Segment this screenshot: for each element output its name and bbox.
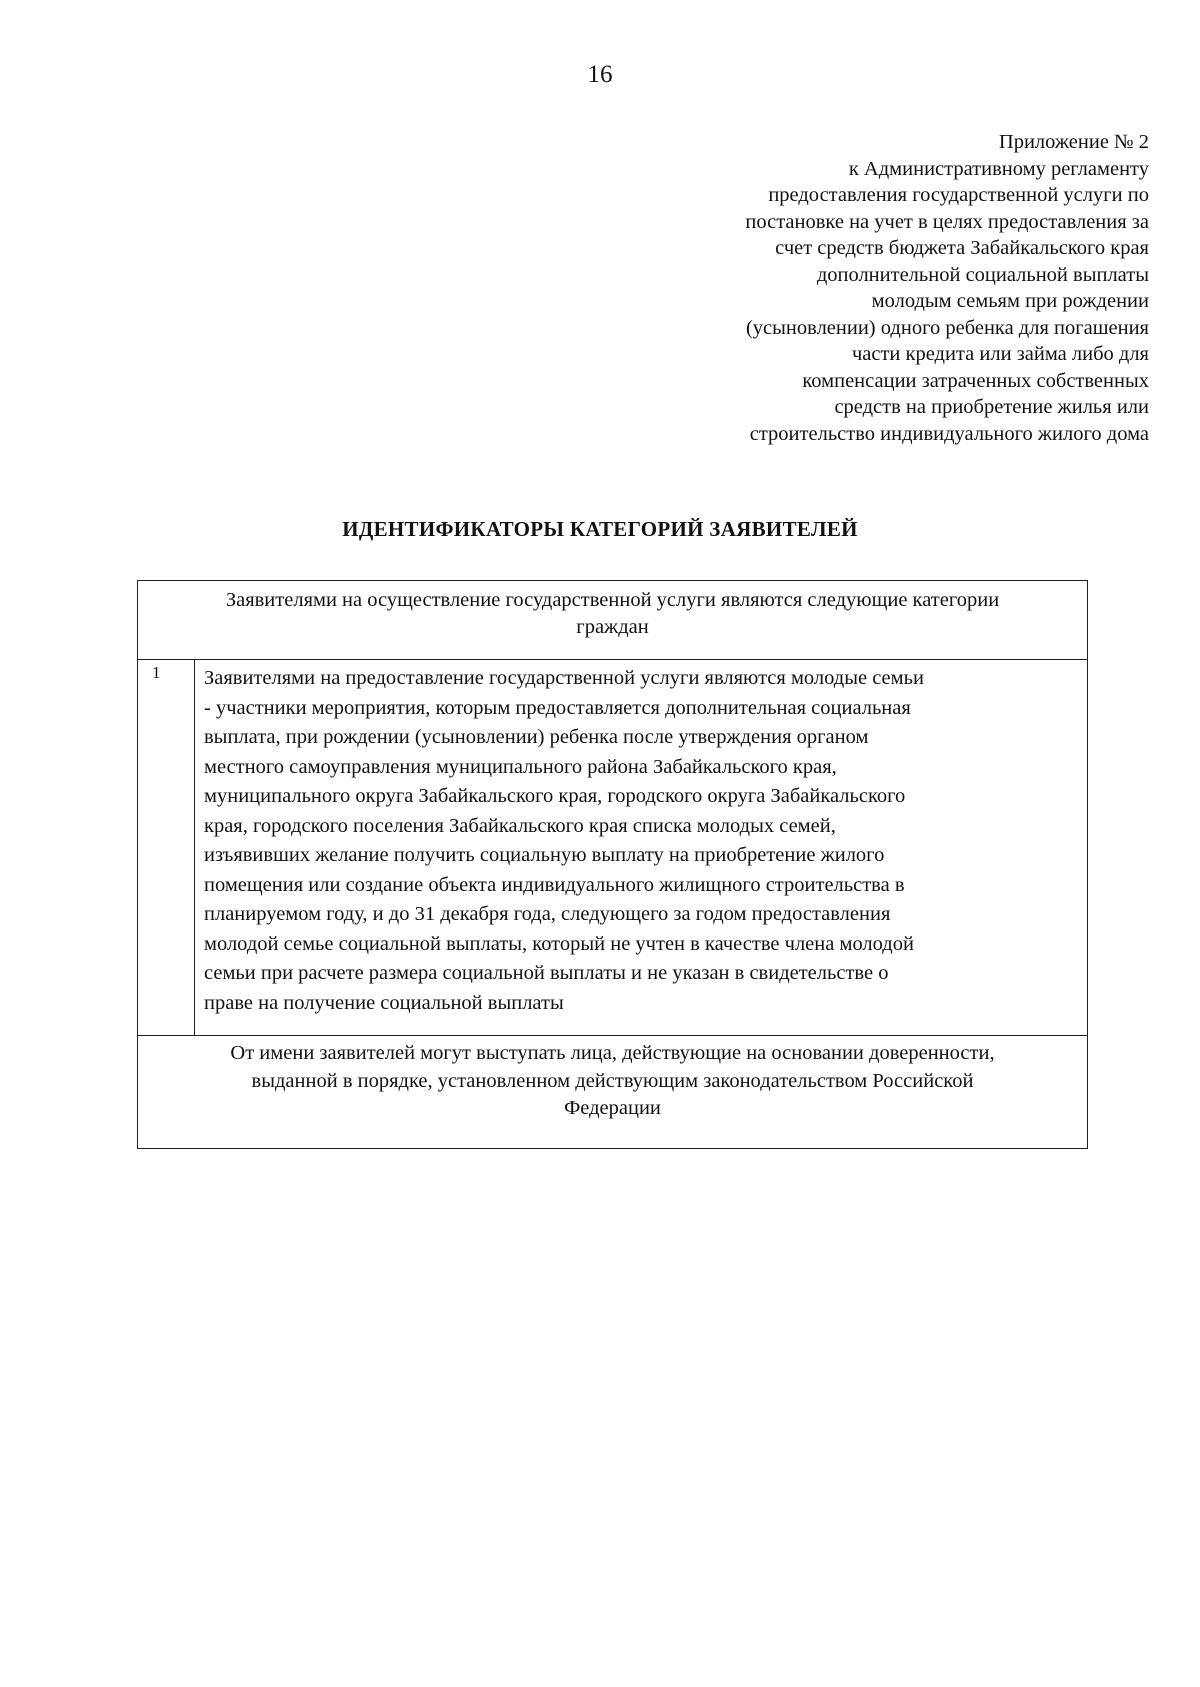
table-footer-line: От имени заявителей могут выступать лица, действующие на основании доверенности, [230,1042,995,1064]
table-header-line: Заявителями на осуществление государственной услуги являются следующие категории [225,589,1000,611]
appendix-line: молодым семьям при рождении [871,290,1149,312]
table-header-row [138,581,1087,660]
row-line: местного самоуправления муниципального района Забайкальского края, [204,755,837,778]
row-line: края, городского поселения Забайкальского края списка молодых семей, [204,814,836,837]
appendix-line: постановке на учет в целях предоставления за [745,210,1149,233]
appendix-line: компенсации затраченных собственных [802,369,1149,392]
row-line: помещения или создание объекта индивидуального жилищного строительства в [204,873,905,896]
row-line: молодой семье социальной выплаты, который не учтен в качестве члена молодой [204,932,914,955]
table-footer-line: Федерации [564,1097,661,1119]
row-description [204,664,1084,1018]
appendix-line: предоставления государственной услуги по [768,184,1149,206]
appendix-line: (усыновлении) одного ребенка для погашения [745,316,1149,339]
table-footer-line: выданной в порядке, установленном действующим законодательством Российской [251,1069,974,1092]
row-line: муниципального округа Забайкальского края, городского округа Забайкальского [204,785,906,807]
row-line: семьи при расчете размера социальной выплаты и не указан в свидетельстве о [204,962,889,984]
appendix-line: строительство индивидуального жилого дома [749,422,1149,445]
page-number: 16 [587,61,613,88]
document-title: ИДЕНТИФИКАТОРЫ КАТЕГОРИЙ ЗАЯВИТЕЛЕЙ [342,517,858,541]
table-header-line: граждан [576,616,649,638]
row-line: планируемом году, и до 31 декабря года, следующего за годом предоставления [204,903,891,925]
row-line: выплата, при рождении (усыновлении) ребенка после утверждения органом [204,726,869,748]
row-line: изъявивших желание получить социальную выплату на приобретение жилого [204,844,885,866]
table-row [138,660,1087,1036]
table-footer-row [138,1036,1087,1148]
appendix-line: средств на приобретение жилья или [834,396,1149,418]
appendix-line: дополнительной социальной выплаты [816,263,1149,286]
appendix-line: Приложение № 2 [998,131,1149,153]
appendix-block [589,129,1149,447]
row-line: - участники мероприятия, которым предоставляется дополнительная социальная [204,696,911,719]
row-line: праве на получение социальной выплаты [204,991,564,1014]
appendix-line: к Административному регламенту [848,157,1149,180]
row-line: Заявителями на предоставление государственной услуги являются молодые семьи [204,667,924,689]
applicant-categories-table [137,580,1088,1149]
appendix-line: счет средств бюджета Забайкальского края [775,237,1149,259]
appendix-line: части кредита или займа либо для [851,343,1149,365]
row-number: 1 [138,660,195,1035]
